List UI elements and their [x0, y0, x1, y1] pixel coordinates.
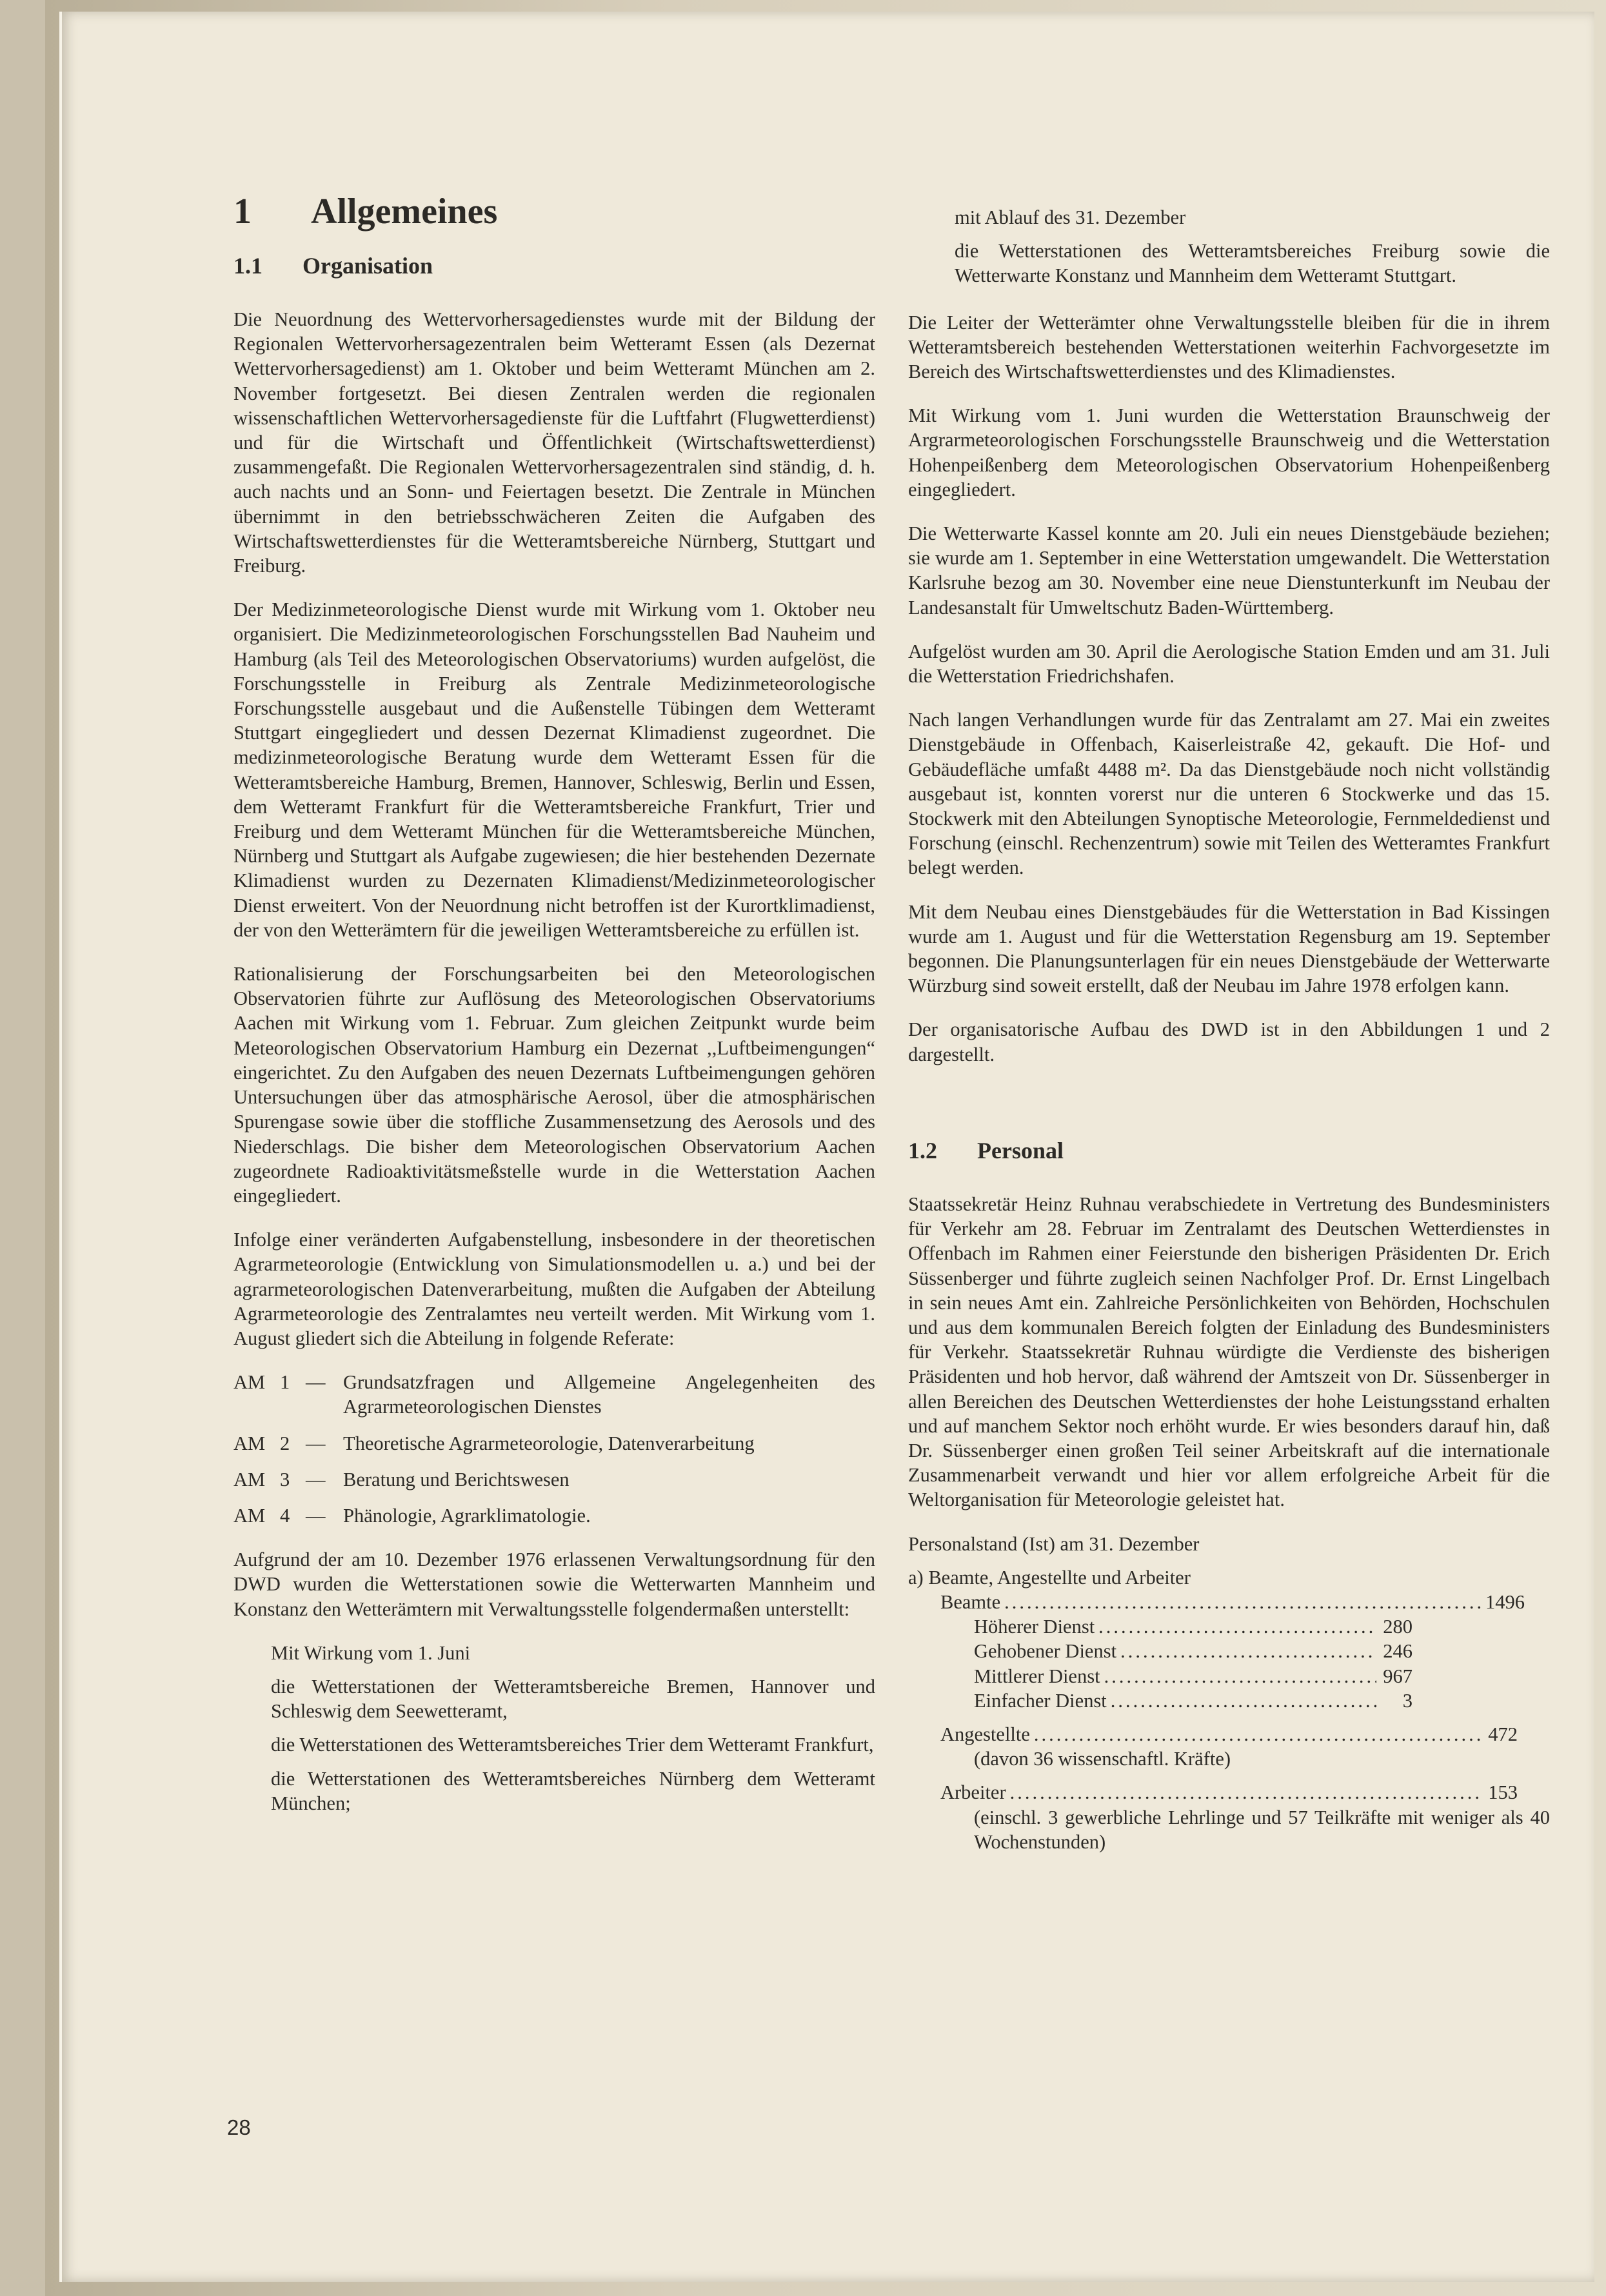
staff-label: Einfacher Dienst: [974, 1689, 1107, 1712]
referat-code: AM: [233, 1468, 266, 1490]
referat-text: Beratung und Berichtswesen: [343, 1468, 570, 1490]
dot-leader: [1034, 1722, 1482, 1747]
staff-note: (einschl. 3 gewerbliche Lehrlinge und 57 Teilkräfte mit weniger als 40 Wochenstunden): [974, 1806, 1550, 1853]
staff-value: 967: [1383, 1665, 1413, 1687]
referat-dash: —: [306, 1371, 326, 1394]
staff-row-dienst: [974, 1639, 1413, 1663]
paragraph: Infolge einer veränderten Aufgabenstellung, insbesondere in der theoretischen Agrarmeteorologie (Entwicklung von Simulationsmodellen u. a.) und bei der agrarmeteorologischen Datenverarbeitung, mußten die Aufgaben der Abteilung Agrarmeteorologie des Zentralamtes neu verteilt werden. Mit Wirkung vom 1. August gliedert sich die Abteilung in folgende Referate:: [233, 1229, 875, 1349]
referat-item: [233, 1370, 875, 1419]
paragraph: Aufgelöst wurden am 30. April die Aerologische Station Emden und am 31. Juli die Wetterstation Friedrichshafen.: [908, 640, 1550, 688]
staff-value: 3: [1402, 1689, 1413, 1712]
referat-dash: —: [306, 1468, 326, 1490]
schedule-item: die Wetterstationen des Wetteramtsbereiches Trier dem Wetteramt Frankfurt,: [271, 1734, 874, 1756]
referat-code: AM: [233, 1504, 266, 1527]
schedule-item: die Wetterstationen der Wetteramtsbereiche Bremen, Hannover und Schleswig dem Seewetteramt,: [271, 1675, 875, 1723]
dot-leader: [1104, 1664, 1376, 1688]
staff-label: Mittlerer Dienst: [974, 1665, 1100, 1687]
staff-group-a: a) Beamte, Angestellte und Arbeiter: [908, 1566, 1191, 1588]
staff-value: 246: [1383, 1640, 1413, 1663]
dot-leader: [1120, 1639, 1376, 1663]
paragraph: Die Wetterwarte Kassel konnte am 20. Juli ein neues Dienstgebäude beziehen; sie wurde am 1. September in eine Wetterstation umgewandelt. Die Wetterstation Karlsruhe bezog am 30. November eine neue Dienstunterkunft im Neubau der Landesanstalt für Umweltschutz Baden-Württemberg.: [908, 522, 1550, 619]
staff-label: Beamte: [940, 1590, 1001, 1613]
staff-row-angestellte: [940, 1722, 1518, 1747]
referat-dash: —: [306, 1504, 326, 1527]
paragraph: Nach langen Verhandlungen wurde für das Zentralamt am 27. Mai ein zweites Dienstgebäude in Offenbach, Kaiserleistraße 42, gekauft. Die Hof- und Gebäudefläche umfaßt 4488 m². Da das Dienstgebäude noch nicht vollständig ausgebaut ist, konnten vorerst nur die unteren 6 Stockwerke und das 15. Stockwerk mit den Abteilungen Synoptische Meteorologie, Fernmeldedienst und Forschung (einschl. Rechenzentrum) sowie mit Teilen des Wetteramtes Frankfurt belegt werden.: [908, 709, 1550, 879]
staff-table: [908, 1532, 1550, 1854]
chapter-title: Allgemeines: [311, 192, 498, 232]
paragraph: Die Leiter der Wetterämter ohne Verwaltungsstelle bleiben für die in ihrem Wetteramtsbereich bestehenden Wetterstationen weiterhin Fachvorgesetzte im Bereich des Wirtschaftswetterdienstes und des Klimadienstes.: [908, 311, 1550, 383]
staff-value: 472: [1488, 1723, 1518, 1745]
staff-value: 280: [1383, 1616, 1413, 1638]
referat-text: Grundsatzfragen und Allgemeine Angelegenheiten des Agrarmeteorologischen Dienstes: [343, 1371, 875, 1418]
referat-number: 4: [280, 1504, 290, 1527]
staff-label: Höherer Dienst: [974, 1616, 1095, 1638]
dot-leader: [1004, 1590, 1482, 1614]
referat-text: Theoretische Agrarmeteorologie, Datenverarbeitung: [343, 1432, 755, 1454]
staff-value: 1496: [1485, 1590, 1525, 1613]
section-number: 1.2: [908, 1137, 937, 1163]
dot-leader: [1010, 1780, 1482, 1805]
schedule-item: mit Ablauf des 31. Dezember: [955, 206, 1186, 228]
dot-leader: [1111, 1688, 1376, 1713]
left-column: [233, 193, 875, 1825]
staff-row-dienst: [974, 1664, 1413, 1688]
staff-title: Personalstand (Ist) am 31. Dezember: [908, 1532, 1200, 1555]
referat-code: AM: [233, 1432, 266, 1454]
paragraph: Der Medizinmeteorologische Dienst wurde mit Wirkung vom 1. Oktober neu organisiert. Die Medizinmeteorologischen Forschungsstellen Bad Nauheim und Hamburg (als Teil des Meteorologischen Observatoriums) wurden aufgelöst, die Forschungsstelle in Freiburg als Zentrale Medizinmeteorologische Forschungsstelle ausgebaut und die Außenstelle Tübingen dem Wetteramt Stuttgart eingegliedert und dessen Dezernat Klimadienst zugeordnet. Die medizinmeteorologische Beratung wurde dem Wetteramt Essen für die Wetteramtsbereiche Hamburg, Bremen, Hannover, Schleswig, Berlin und Essen, dem Wetteramt Frankfurt für die Wetteramtsbereiche Frankfurt, Trier und Freiburg und dem Wetteramt München für die Wetteramtsbereiche München, Nürnberg und Stuttgart als Aufgabe zugewiesen; die hier bestehenden Dezernate Klimadienst wurden zu Dezernaten Klimadienst/Medizinmeteorologischer Dienst erweitert. Von der Neuordnung nicht betroffen ist der Kurortklimadienst, der von den Wetterämtern für die jeweiligen Wetteramtsbereiche zu erfüllen ist.: [233, 599, 875, 941]
schedule-item: die Wetterstationen des Wetteramtsbereiches Freiburg sowie die Wetterwarte Konstanz und Mannheim dem Wetteramt Stuttgart.: [955, 240, 1550, 287]
staff-label: Gehobener Dienst: [974, 1640, 1117, 1663]
referat-number: 2: [280, 1432, 290, 1454]
chapter-heading: [233, 193, 875, 230]
staff-note: (davon 36 wissenschaftl. Kräfte): [974, 1748, 1231, 1770]
staff-row-dienst: [974, 1688, 1413, 1713]
schedule-list: [271, 1641, 875, 1816]
schedule-item: die Wetterstationen des Wetteramtsbereiches Nürnberg dem Wetteramt München;: [271, 1767, 875, 1814]
referat-number: 3: [280, 1468, 290, 1490]
staff-label: Angestellte: [940, 1723, 1030, 1745]
staff-value: 153: [1488, 1781, 1518, 1804]
section-heading-organisation: [233, 254, 875, 277]
referat-dash: —: [306, 1432, 326, 1454]
referat-item: [233, 1467, 875, 1492]
staff-row-dienst: [974, 1614, 1413, 1639]
staff-row-arbeiter: [940, 1780, 1518, 1805]
referat-code: AM: [233, 1371, 266, 1394]
chapter-number: 1: [233, 192, 252, 232]
page-number: 28: [227, 2115, 251, 2139]
paragraph: Die Neuordnung des Wettervorhersagedienstes wurde mit der Bildung der Regionalen Wettervorhersagezentralen beim Wetteramt Essen (als Dezernat Wettervorhersagedienst) am 1. Oktober und beim Wetteramt München am 2. November fortgesetzt. Bei diesen Zentralen werden die regionalen wissenschaftlichen Wettervorhersagedienste für die Luftfahrt (Flugwetterdienst) und für die Wirtschaft und Öffentlichkeit (Wirtschaftswetterdienst) zusammengefaßt. Die Regionalen Wettervorhersagezentralen sind ständig, d. h. auch nachts und an Sonn- und Feiertagen besetzt. Die Zentrale in München übernimmt in den betriebsschwächeren Zeiten die Aufgaben des Wirtschaftswetterdienstes für die Wetteramtsbereiche Nürnberg, Stuttgart und Freiburg.: [233, 308, 875, 577]
section-title: Organisation: [302, 253, 433, 279]
paragraph: Mit Wirkung vom 1. Juni wurden die Wetterstation Braunschweig der Argrarmeteorologischen Forschungsstelle Braunschweig und die Wetterstation Hohenpeißenberg dem Meteorologischen Observatorium Hohenpeißenberg eingegliedert.: [908, 404, 1550, 500]
paragraph: Rationalisierung der Forschungsarbeiten bei den Meteorologischen Observatorien führte zur Auflösung des Meteorologischen Observatoriums Aachen mit Wirkung vom 1. Februar. Zum gleichen Zeitpunkt wurde beim Meteorologischen Observatorium Hamburg ein Dezernat ,,Luftbeimengungen“ eingerichtet. Zu den Aufgaben des neuen Dezernats Luftbeimengungen gehören Untersuchungen über das atmosphärische Aerosol, über die atmosphärischen Spurengase sowie über die stoffliche Zusammensetzung des Aerosols und des Niederschlags. Die bisher dem Meteorologischen Observatorium Aachen zugeordnete Radioaktivitätsmeßstelle wurde in die Wetterstation Aachen eingegliedert.: [233, 963, 875, 1207]
staff-label: Arbeiter: [940, 1781, 1006, 1804]
paragraph: Der organisatorische Aufbau des DWD ist in den Abbildungen 1 und 2 dargestellt.: [908, 1018, 1550, 1065]
referat-item: [233, 1503, 875, 1528]
referat-item: [233, 1431, 875, 1456]
paragraph: Aufgrund der am 10. Dezember 1976 erlassenen Verwaltungsordnung für den DWD wurden die Wetterstationen sowie die Wetterwarten Mannheim und Konstanz den Wetterämtern mit Verwaltungsstelle folgendermaßen unterstellt:: [233, 1549, 875, 1620]
paragraph: Mit dem Neubau eines Dienstgebäudes für die Wetterstation in Bad Kissingen wurde am 1. August und für die Wetterstation Regensburg am 19. September begonnen. Die Planungsunterlagen für ein neues Dienstgebäude der Wetterwarte Würzburg sind soweit erstellt, daß der Neubau im Jahre 1978 erfolgen kann.: [908, 900, 1550, 997]
right-column: [908, 205, 1550, 1854]
schedule-list-continued: [955, 205, 1550, 288]
staff-row-beamte: [940, 1590, 1525, 1614]
section-heading-personal: [908, 1139, 1550, 1162]
paragraph: Staatssekretär Heinz Ruhnau verabschiedete in Vertretung des Bundesministers für Verkehr am 28. Februar im Zentralamt des Deutschen Wetterdienstes in Offenbach im Rahmen einer Feierstunde den bisherigen Präsidenten Dr. Erich Süssenberger und führte zugleich seinen Nachfolger Prof. Dr. Ernst Lingelbach in sein neues Amt ein. Zahlreiche Persönlichkeiten von Behörden, Hochschulen und aus dem kommunalen Bereich folgten der Einladung des Bundesministers für Verkehr. Staatssekretär Ruhnau würdigte die Verdienste des bisherigen Präsidenten und hob hervor, daß während der Amtszeit von Dr. Süssenberger in allen Bereichen des Deutschen Wetterdienstes der hohe Leistungsstand erhalten und auf manchem Sektor noch erhöht wurde. Er wies besonders darauf hin, daß Dr. Süssenberger einen großen Teil seiner Arbeitskraft auf die internationale Zusammenarbeit verwandt und hier vor allem erfolgreiche Arbeit für die Weltorganisation für Meteorologie geleistet hat.: [908, 1193, 1550, 1511]
referat-number: 1: [280, 1371, 290, 1394]
referat-text: Phänologie, Agrarklimatologie.: [343, 1504, 591, 1527]
dot-leader: [1098, 1614, 1376, 1639]
schedule-item: Mit Wirkung vom 1. Juni: [271, 1641, 471, 1664]
section-number: 1.1: [233, 253, 263, 279]
section-title: Personal: [977, 1137, 1064, 1163]
referate-list: [233, 1370, 875, 1528]
